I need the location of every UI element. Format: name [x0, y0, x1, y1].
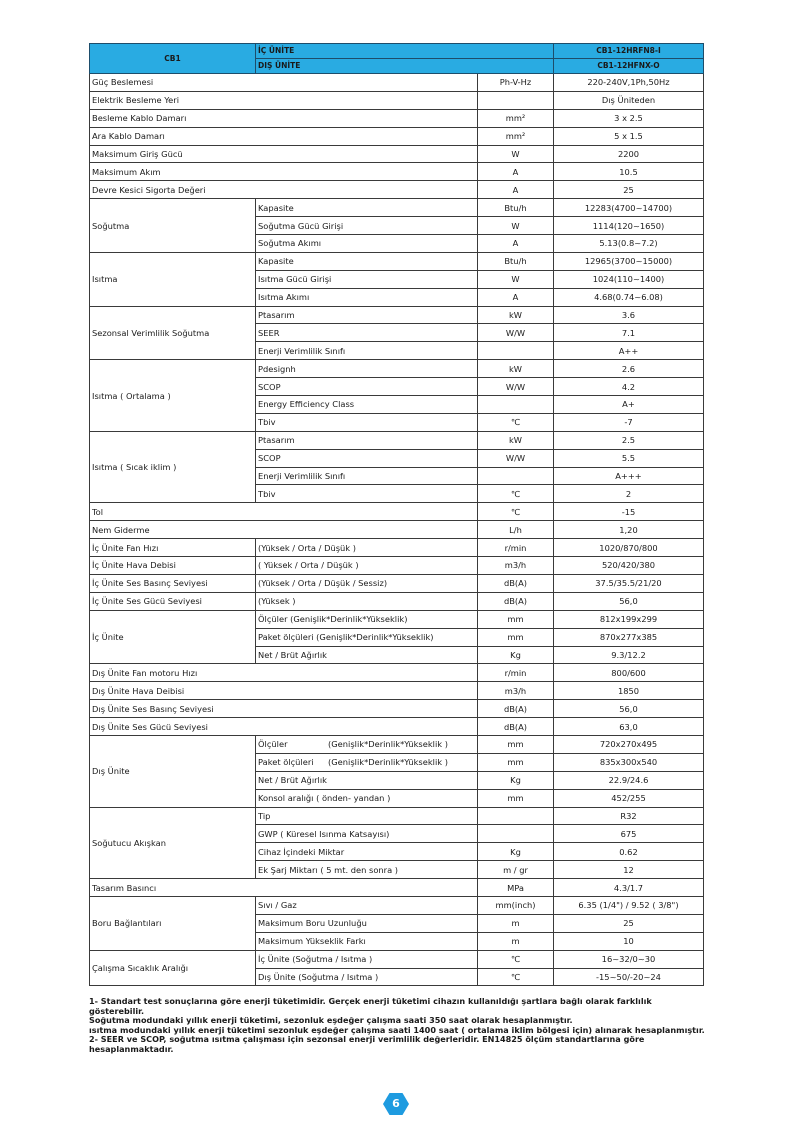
row-unit: A — [478, 235, 554, 253]
row-label: Isıtma Akımı — [256, 288, 478, 306]
row-unit: dB(A) — [478, 592, 554, 610]
row-value: 12283(4700~14700) — [554, 199, 704, 217]
row-unit: Kg — [478, 771, 554, 789]
row-unit: ℃ — [478, 968, 554, 986]
row-label: Dış Ünite Ses Basınç Seviyesi — [90, 700, 478, 718]
row-value: 4.68(0.74~6.08) — [554, 288, 704, 306]
row-unit: Btu/h — [478, 252, 554, 270]
row-value: 812x199x299 — [554, 610, 704, 628]
row-sublabel: (Yüksek / Orta / Düşük / Sessiz) — [256, 574, 478, 592]
row-sublabel: ( Yüksek / Orta / Düşük ) — [256, 557, 478, 575]
row-unit: r/min — [478, 664, 554, 682]
row-label: Paket ölçüleri (Genişlik*Derinlik*Yükseklik) — [256, 628, 478, 646]
row-label: Enerji Verimlilik Sınıfı — [256, 467, 478, 485]
row-label: Soğutma Gücü Girişi — [256, 217, 478, 235]
row-value: 25 — [554, 181, 704, 199]
row-label: Tol — [90, 503, 478, 521]
row-label: Kapasite — [256, 252, 478, 270]
row-unit: W/W — [478, 449, 554, 467]
table-row — [90, 664, 704, 682]
row-value: 4.2 — [554, 378, 704, 396]
row-value: 5.13(0.8~7.2) — [554, 235, 704, 253]
spec-table-header — [90, 44, 704, 74]
row-value: 10 — [554, 932, 704, 950]
table-row — [90, 682, 704, 700]
row-label: Enerji Verimlilik Sınıfı — [256, 342, 478, 360]
row-unit: m3/h — [478, 682, 554, 700]
row-value: 9.3/12.2 — [554, 646, 704, 664]
table-row — [90, 109, 704, 127]
row-unit: kW — [478, 306, 554, 324]
table-row — [90, 360, 704, 378]
row-label: İç Ünite Ses Basınç Seviyesi — [90, 574, 256, 592]
row-label-main: Ölçüler — [258, 739, 288, 750]
row-unit: W — [478, 217, 554, 235]
row-unit: W — [478, 270, 554, 288]
row-unit — [478, 342, 554, 360]
table-row — [90, 181, 704, 199]
row-label: Ptasarım — [256, 306, 478, 324]
row-value: 16~32/0~30 — [554, 950, 704, 968]
row-label: Nem Giderme — [90, 521, 478, 539]
row-unit: W/W — [478, 324, 554, 342]
row-unit: A — [478, 163, 554, 181]
row-label: Sıvı / Gaz — [256, 896, 478, 914]
row-unit: ℃ — [478, 503, 554, 521]
row-value: Dış Üniteden — [554, 91, 704, 109]
row-value: 2.6 — [554, 360, 704, 378]
row-unit: A — [478, 181, 554, 199]
row-value: 3 x 2.5 — [554, 109, 704, 127]
group-label: İç Ünite — [90, 610, 256, 664]
table-row — [90, 950, 704, 968]
row-value: 37.5/35.5/21/20 — [554, 574, 704, 592]
row-value: 2.5 — [554, 431, 704, 449]
row-label-detail: (Genişlik*Derinlik*Yükseklik ) — [328, 739, 448, 750]
row-value: -15 — [554, 503, 704, 521]
row-label: Net / Brüt Ağırlık — [256, 646, 478, 664]
row-label: Maksimum Yükseklik Farkı — [256, 932, 478, 950]
row-value: 12965(3700~15000) — [554, 252, 704, 270]
row-label — [256, 735, 478, 753]
row-unit: MPa — [478, 879, 554, 897]
row-value: 0.62 — [554, 843, 704, 861]
row-value: 835x300x540 — [554, 753, 704, 771]
row-label-detail: (Genişlik*Derinlik*Yükseklik ) — [328, 757, 448, 768]
row-unit — [478, 467, 554, 485]
row-label: GWP ( Küresel Isınma Katsayısı) — [256, 825, 478, 843]
row-unit: m — [478, 932, 554, 950]
table-row — [90, 592, 704, 610]
row-unit: mm² — [478, 109, 554, 127]
footnote: 2- SEER ve SCOP, soğutma ısıtma çalışması için sezonsal enerji verimlilik değerleridir. EN14825 ölçüm standartlarına göre hesaplanmaktadır. — [89, 1034, 645, 1054]
row-label: Maksimum Boru Uzunluğu — [256, 914, 478, 932]
table-row — [90, 735, 704, 753]
row-label: Energy Efficiency Class — [256, 396, 478, 414]
table-row — [90, 521, 704, 539]
row-label: Dış Ünite Ses Gücü Seviyesi — [90, 718, 478, 736]
row-label: Tbiv — [256, 413, 478, 431]
row-value: 22.9/24.6 — [554, 771, 704, 789]
row-label: Cihaz İçindeki Miktar — [256, 843, 478, 861]
row-value: 5.5 — [554, 449, 704, 467]
row-label: Soğutma Akımı — [256, 235, 478, 253]
row-value: 720x270x495 — [554, 735, 704, 753]
row-label: Ara Kablo Damarı — [90, 127, 478, 145]
row-unit: ℃ — [478, 413, 554, 431]
group-label: Isıtma — [90, 252, 256, 306]
group-label: Isıtma ( Ortalama ) — [90, 360, 256, 432]
row-unit: m — [478, 914, 554, 932]
row-unit: r/min — [478, 539, 554, 557]
row-unit: W — [478, 145, 554, 163]
row-value: -15~50/-20~24 — [554, 968, 704, 986]
row-unit: ℃ — [478, 950, 554, 968]
row-value: 5 x 1.5 — [554, 127, 704, 145]
row-value: 1020/870/800 — [554, 539, 704, 557]
row-label: SCOP — [256, 449, 478, 467]
row-unit: m / gr — [478, 861, 554, 879]
row-value: 56,0 — [554, 700, 704, 718]
table-row — [90, 74, 704, 92]
row-value: 6.35 (1/4") / 9.52 ( 3/8") — [554, 896, 704, 914]
row-unit: mm — [478, 610, 554, 628]
group-label: Sezonsal Verimlilik Soğutma — [90, 306, 256, 360]
table-row — [90, 145, 704, 163]
table-row — [90, 127, 704, 145]
row-unit — [478, 825, 554, 843]
row-unit: W/W — [478, 378, 554, 396]
row-value: R32 — [554, 807, 704, 825]
table-row — [90, 557, 704, 575]
table-row — [90, 199, 704, 217]
row-value: 10.5 — [554, 163, 704, 181]
table-row — [90, 807, 704, 825]
row-value: 520/420/380 — [554, 557, 704, 575]
row-unit: mm — [478, 735, 554, 753]
row-sublabel: (Yüksek ) — [256, 592, 478, 610]
row-label: Ptasarım — [256, 431, 478, 449]
row-unit: A — [478, 288, 554, 306]
row-value: 56,0 — [554, 592, 704, 610]
row-unit: Kg — [478, 843, 554, 861]
row-label: Maksimum Giriş Gücü — [90, 145, 478, 163]
table-row — [90, 431, 704, 449]
row-value: 675 — [554, 825, 704, 843]
table-row — [90, 163, 704, 181]
row-unit: Ph-V-Hz — [478, 74, 554, 92]
row-label: Dış Ünite Hava Deibisi — [90, 682, 478, 700]
footnote: ısıtma modundaki yıllık enerji tüketimi sezonluk eşdeğer çalışma saati 1400 saat ( ortalama iklim bölgesi için) alınarak hesaplanmıştır. — [89, 1024, 705, 1035]
table-row — [90, 306, 704, 324]
row-unit: Btu/h — [478, 199, 554, 217]
row-label: Dış Ünite (Soğutma / Isıtma ) — [256, 968, 478, 986]
row-label: Güç Beslemesi — [90, 74, 478, 92]
row-label: İç Ünite Hava Debisi — [90, 557, 256, 575]
series-name: CB1 — [90, 44, 256, 74]
row-label: SEER — [256, 324, 478, 342]
row-value: A++ — [554, 342, 704, 360]
indoor-unit-label: İÇ ÜNİTE — [256, 44, 554, 59]
row-label: Net / Brüt Ağırlık — [256, 771, 478, 789]
table-row — [90, 539, 704, 557]
indoor-model: CB1-12HRFN8-I — [554, 44, 704, 59]
row-label: Konsol aralığı ( önden- yandan ) — [256, 789, 478, 807]
row-unit: dB(A) — [478, 718, 554, 736]
table-row — [90, 574, 704, 592]
row-value: 1024(110~1400) — [554, 270, 704, 288]
row-value: 220-240V,1Ph,50Hz — [554, 74, 704, 92]
row-value: 2 — [554, 485, 704, 503]
row-unit: dB(A) — [478, 700, 554, 718]
table-row — [90, 879, 704, 897]
spec-table — [89, 43, 704, 986]
row-value: -7 — [554, 413, 704, 431]
row-unit: dB(A) — [478, 574, 554, 592]
row-value: 4.3/1.7 — [554, 879, 704, 897]
table-row — [90, 896, 704, 914]
row-value: A+ — [554, 396, 704, 414]
row-unit — [478, 396, 554, 414]
row-unit: mm — [478, 789, 554, 807]
row-unit: Kg — [478, 646, 554, 664]
row-label: Besleme Kablo Damarı — [90, 109, 478, 127]
row-value: 870x277x385 — [554, 628, 704, 646]
row-value: 25 — [554, 914, 704, 932]
row-unit — [478, 91, 554, 109]
row-value: A+++ — [554, 467, 704, 485]
row-unit: mm — [478, 753, 554, 771]
table-row — [90, 91, 704, 109]
page-number-badge — [383, 1092, 409, 1116]
row-unit: kW — [478, 431, 554, 449]
group-label: Dış Ünite — [90, 735, 256, 807]
row-value: 7.1 — [554, 324, 704, 342]
row-unit: m3/h — [478, 557, 554, 575]
group-label: Soğutma — [90, 199, 256, 253]
outdoor-unit-label: DIŞ ÜNİTE — [256, 59, 554, 74]
row-value: 1850 — [554, 682, 704, 700]
table-row — [90, 718, 704, 736]
row-value: 63,0 — [554, 718, 704, 736]
page-number: 6 — [392, 1097, 400, 1110]
row-label: Ölçüler (Genişlik*Derinlik*Yükseklik) — [256, 610, 478, 628]
row-label: Dış Ünite Fan motoru Hızı — [90, 664, 478, 682]
row-label: Pdesignh — [256, 360, 478, 378]
group-label: Çalışma Sıcaklık Aralığı — [90, 950, 256, 986]
row-value: 452/255 — [554, 789, 704, 807]
row-label: Tasarım Basıncı — [90, 879, 478, 897]
row-unit: ℃ — [478, 485, 554, 503]
row-unit: L/h — [478, 521, 554, 539]
row-value: 2200 — [554, 145, 704, 163]
row-label-main: Paket ölçüleri — [258, 757, 314, 768]
table-row — [90, 252, 704, 270]
row-unit: mm — [478, 628, 554, 646]
row-sublabel: (Yüksek / Orta / Düşük ) — [256, 539, 478, 557]
group-label: Isıtma ( Sıcak iklim ) — [90, 431, 256, 503]
row-unit: mm² — [478, 127, 554, 145]
row-label: Kapasite — [256, 199, 478, 217]
table-row — [90, 700, 704, 718]
row-label: İç Ünite Fan Hızı — [90, 539, 256, 557]
row-value: 3.6 — [554, 306, 704, 324]
row-label: İç Ünite (Soğutma / Isıtma ) — [256, 950, 478, 968]
table-row — [90, 610, 704, 628]
row-unit: mm(inch) — [478, 896, 554, 914]
row-label — [256, 753, 478, 771]
outdoor-model: CB1-12HFNX-O — [554, 59, 704, 74]
row-label: Isıtma Gücü Girişi — [256, 270, 478, 288]
row-value: 1114(120~1650) — [554, 217, 704, 235]
row-label: Devre Kesici Sigorta Değeri — [90, 181, 478, 199]
row-value: 12 — [554, 861, 704, 879]
group-label: Soğutucu Akışkan — [90, 807, 256, 879]
footnote: 1- Standart test sonuçlarına göre enerji tüketimidir. Gerçek enerji tüketimi cihazın kullanıldığı şartlara bağlı olarak farklılık gösterebilir. — [89, 996, 652, 1016]
footnotes — [89, 997, 709, 1055]
row-label: SCOP — [256, 378, 478, 396]
group-label: Boru Bağlantıları — [90, 896, 256, 950]
row-value: 1,20 — [554, 521, 704, 539]
row-unit — [478, 807, 554, 825]
row-label: Elektrik Besleme Yeri — [90, 91, 478, 109]
row-unit: kW — [478, 360, 554, 378]
footnote: Soğutma modundaki yıllık enerji tüketimi, sezonluk eşdeğer çalışma saati 350 saat olarak hesaplanmıştır. — [89, 1015, 573, 1026]
row-label: Maksimum Akım — [90, 163, 478, 181]
row-value: 800/600 — [554, 664, 704, 682]
row-label: Ek Şarj Miktarı ( 5 mt. den sonra ) — [256, 861, 478, 879]
row-label: İç Ünite Ses Gücü Seviyesi — [90, 592, 256, 610]
table-row — [90, 503, 704, 521]
row-label: Tbiv — [256, 485, 478, 503]
row-label: Tip — [256, 807, 478, 825]
